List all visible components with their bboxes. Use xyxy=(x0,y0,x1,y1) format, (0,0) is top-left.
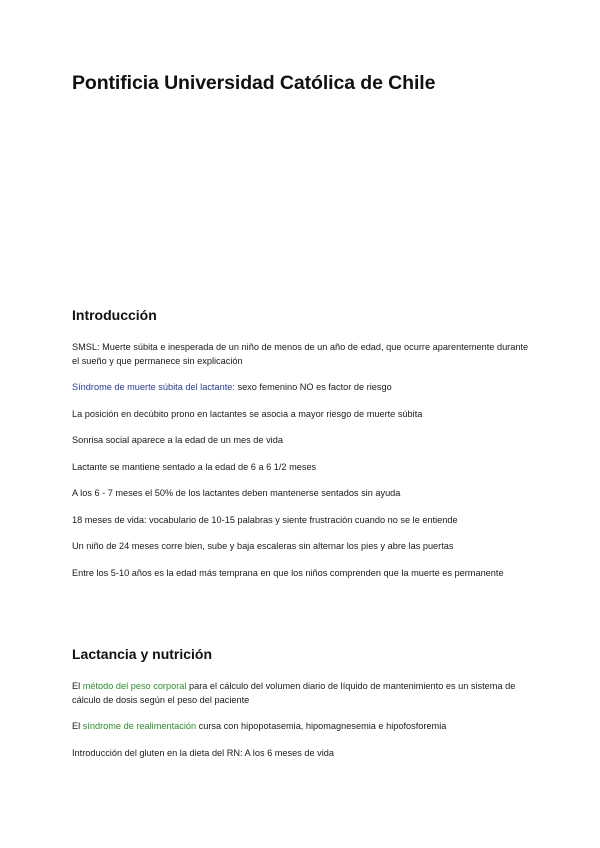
paragraph-sentado: Lactante se mantiene sentado a la edad de 6 a 6 1/2 meses xyxy=(72,461,317,472)
paragraph-vocabulario: 18 meses de vida: vocabulario de 10-15 palabras y siente frustración cuando no se le entiende xyxy=(72,514,458,525)
section-lactancia xyxy=(72,646,532,773)
paragraph-muerte-permanente: Entre los 5-10 años es la edad más temprana en que los niños comprenden que la muerte es permanente xyxy=(72,567,504,578)
metodo-peso-link[interactable]: método del peso corporal xyxy=(82,681,187,691)
smsl-link[interactable]: Síndrome de muerte súbita del lactante: xyxy=(72,382,235,392)
section-introduccion xyxy=(72,307,532,593)
paragraph-decubito-prono: La posición en decúbito prono en lactantes se asocia a mayor riesgo de muerte súbita xyxy=(72,408,423,419)
paragraph-24-meses: Un niño de 24 meses corre bien, sube y baja escaleras sin alternar los pies y abre las puertas xyxy=(72,541,454,551)
paragraph-smsl-risk: Síndrome de muerte súbita del lactante: sexo femenino NO es factor de riesgo xyxy=(72,382,392,392)
realimentacion-link[interactable]: síndrome de realimentación xyxy=(82,721,197,731)
paragraph-sentado-sin-ayuda: A los 6 - 7 meses el 50% de los lactantes deben mantenerse sentados sin ayuda xyxy=(72,488,401,498)
paragraph-gluten: Introducción del gluten en la dieta del RN: A los 6 meses de vida xyxy=(72,747,335,758)
section-heading-introduccion: Introducción xyxy=(72,307,157,323)
paragraph-smsl-definition: SMSL: Muerte súbita e inesperada de un niño de menos de un año de edad, que ocurre aparentemente durante el sueño y que permanece sin explicación xyxy=(72,342,529,366)
section-heading-lactancia: Lactancia y nutrición xyxy=(72,646,213,662)
paragraph-metodo-peso: El método del peso corporal para el cálculo del volumen diario de líquido de mantenimiento es un sistema de cálculo de dosis según el peso del paciente xyxy=(72,681,516,705)
paragraph-sonrisa-social: Sonrisa social aparece a la edad de un mes de vida xyxy=(72,435,283,445)
page-title: Pontificia Universidad Católica de Chile xyxy=(72,72,436,94)
paragraph-realimentacion: El síndrome de realimentación cursa con hipopotasemia, hipomagnesemia e hipofosforemia xyxy=(72,721,447,731)
